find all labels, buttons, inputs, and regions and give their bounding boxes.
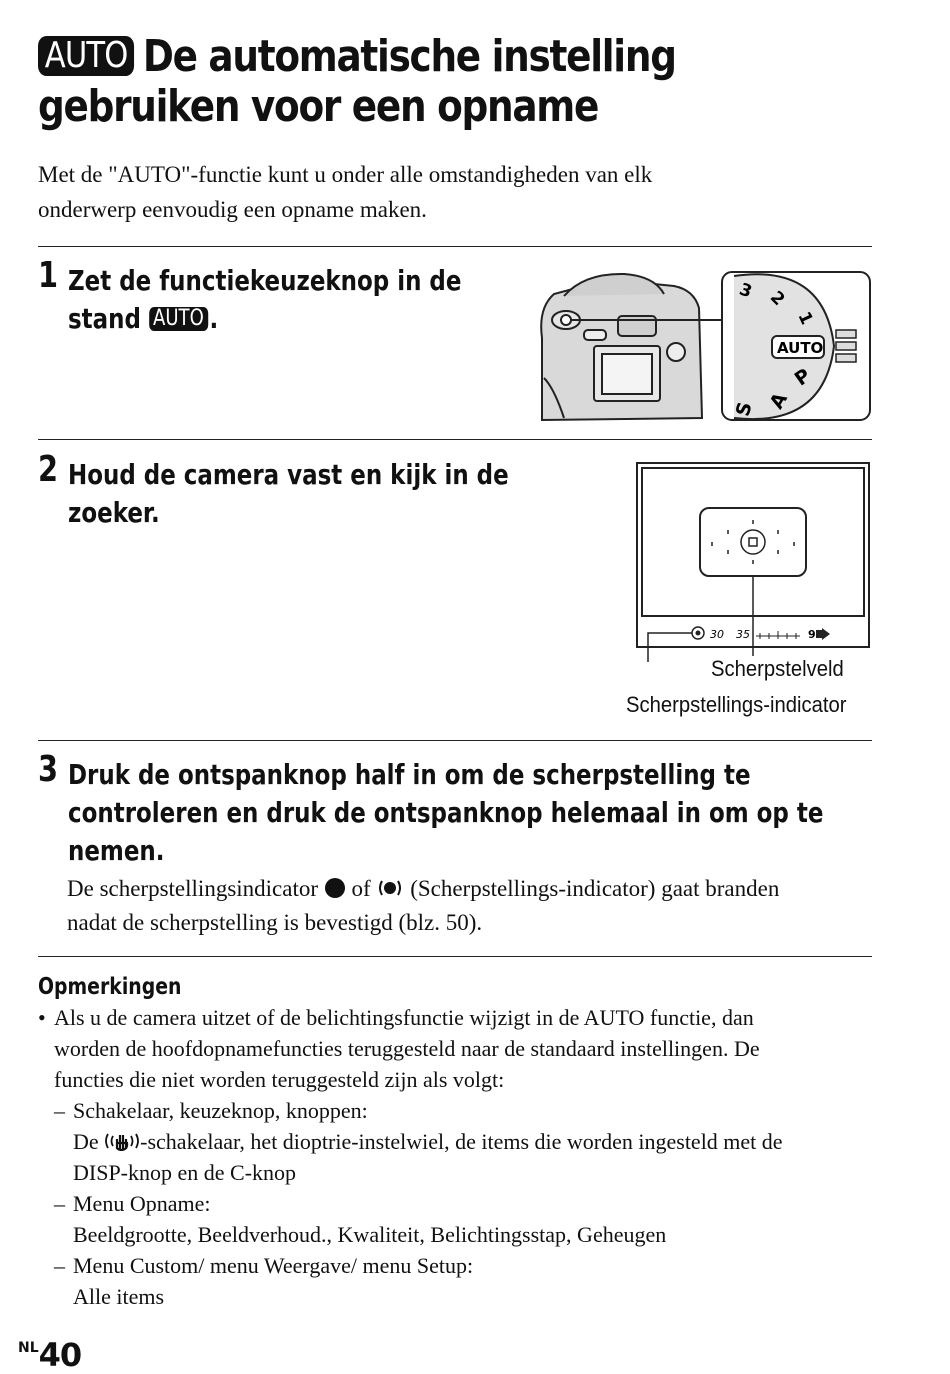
divider: [38, 956, 872, 957]
page-title: [38, 32, 769, 132]
intro-paragraph: [38, 157, 878, 227]
divider: [38, 246, 872, 247]
dial-mark-a: A: [765, 388, 792, 413]
step-number: 3: [38, 749, 59, 790]
dial-auto-label: AUTO: [777, 339, 824, 357]
sub-3-line: Alle items: [73, 1284, 165, 1309]
step-3-body-of: of: [351, 876, 371, 901]
continuous-focus-icon: [376, 877, 404, 899]
step-3-line-2: controleren en druk de ontspanknop helemaal in om op te: [68, 796, 824, 829]
step-1-period: .: [209, 302, 219, 335]
shots-remaining: 9: [808, 628, 816, 641]
divider: [38, 740, 872, 741]
step-3-body-start: De scherpstellingsindicator: [67, 876, 319, 901]
dial-mark-2: 2: [765, 287, 789, 310]
step-3-text: [68, 756, 823, 870]
sub-1-de: De: [73, 1129, 99, 1154]
camera-dial-illustration: [524, 268, 874, 426]
dial-mark-1: 1: [793, 308, 817, 328]
page-number: 40: [38, 1336, 82, 1374]
steadyshot-icon: [104, 1131, 140, 1151]
focus-confirmed-dot-icon: [324, 877, 346, 899]
step-3-body: [67, 872, 877, 940]
step-1-line-1: Zet de functiekeuzeknop in de: [68, 264, 462, 297]
sub-1-heading: Schakelaar, keuzeknop, knoppen:: [73, 1098, 368, 1123]
title-line-1: De automatische instelling: [142, 31, 676, 82]
shutter-readout: 30: [710, 628, 724, 641]
step-3-line-3: nemen.: [68, 834, 165, 867]
step-2-line-1: Houd de camera vast en kijk in de: [68, 458, 509, 491]
sub-1-line-1: [73, 1126, 783, 1157]
language-code: NL: [18, 1340, 39, 1356]
mode-dial-marker: [561, 315, 571, 325]
sub-1-rest: -schakelaar, het dioptrie-instelwiel, de items die worden ingesteld met de: [140, 1129, 783, 1154]
step-1-line-2: [68, 300, 461, 338]
bullet: •: [38, 1005, 46, 1030]
caption-focus-area: Scherpstelveld: [711, 656, 844, 681]
step-2-line-2: zoeker.: [68, 496, 160, 529]
caption-focus-indicator: Scherpstellings-indicator: [626, 692, 847, 717]
aperture-readout: 35: [736, 628, 750, 641]
viewfinder-illustration: [636, 462, 872, 662]
step-3-body-end: (Scherpstellings-indicator) gaat branden: [410, 876, 780, 901]
step-2-text: [68, 456, 509, 532]
step-3-line-1: Druk de ontspanknop half in om de scherpstelling te: [68, 758, 751, 791]
step-1-text: [68, 262, 461, 338]
auto-mode-icon: AUTO: [149, 307, 208, 331]
dash: –: [54, 1191, 65, 1216]
intro-line-1: Met de "AUTO"-functie kunt u onder alle omstandigheden van elk: [38, 162, 653, 187]
step-1-stand: stand: [68, 302, 141, 335]
dash: –: [54, 1253, 65, 1278]
step-number: 2: [38, 449, 59, 490]
note-1-line-2: worden de hoofdopnamefuncties teruggesteld naar de standaard instellingen. De: [54, 1036, 760, 1061]
note-1-line-1: Als u de camera uitzet of de belichtingsfunctie wijzigt in de AUTO functie, dan: [54, 1005, 754, 1030]
camera-body: [541, 274, 702, 420]
dash: –: [54, 1098, 65, 1123]
step-number: 1: [38, 255, 59, 296]
sub-2-heading: Menu Opname:: [73, 1191, 211, 1216]
focus-area-box: [700, 508, 806, 576]
sub-2-line: Beeldgrootte, Beeldverhoud., Kwaliteit, Belichtingsstap, Geheugen: [73, 1222, 667, 1247]
sub-3-heading: Menu Custom/ menu Weergave/ menu Setup:: [73, 1253, 474, 1278]
note-1-line-3: functies die niet worden teruggesteld zijn als volgt:: [54, 1067, 505, 1092]
dial-mark-s: S: [731, 399, 757, 419]
auto-mode-icon: AUTO: [38, 36, 134, 76]
dial-mark-p: P: [790, 364, 815, 391]
divider: [38, 439, 872, 440]
title-line-2: gebruiken voor een opname: [38, 81, 599, 132]
intro-line-2: onderwerp eenvoudig een opname maken.: [38, 197, 427, 222]
dial-mark-3: 3: [736, 279, 755, 303]
notes-heading: Opmerkingen: [38, 974, 182, 1000]
step-3-body-line-2: nadat de scherpstelling is bevestigd (blz. 50).: [67, 910, 483, 935]
page-footer: [18, 1336, 81, 1374]
sub-1-line-2: DISP-knop en de C-knop: [73, 1160, 297, 1185]
